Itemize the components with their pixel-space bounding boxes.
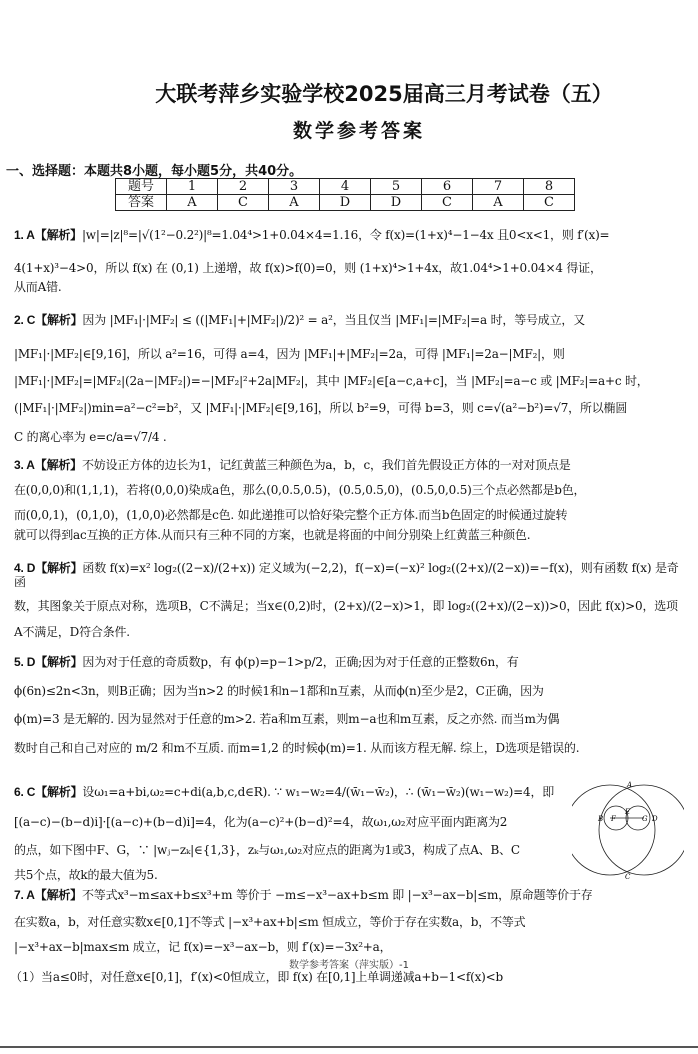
point-label-f: F [611, 815, 616, 823]
q2-text: (|MF₁|·|MF₂|)min=a²−c²=b²，又 |MF₁|·|MF₂|∈[9,16]，所以 b²=9，可得 b=3，则 c=√(a²−b²)=√7，所以椭圆 [14, 401, 628, 415]
q3-line [14, 458, 686, 472]
question-number: 5 [371, 179, 422, 195]
q3-text: 而(0,0,1)，(0,1,0)，(1,0,0)必然都是c色. 如此递推可以恰好染完整个正方体.而当b色固定的时候通过旋转 [14, 508, 568, 522]
table-row [116, 195, 575, 211]
q2-text: |MF₁|·|MF₂|=|MF₂|(2a−|MF₂|)=−|MF₂|²+2a|MF₂|，其中 |MF₂|∈[a−c,a+c]，当 |MF₂|=a−c 或 |MF₂|=a+c 时， [14, 374, 649, 388]
q7-text: 在实数a，b，对任意实数x∈[0,1]不等式 |−x³+ax+b|≤m 恒成立，等价于存在实数a，b，不等式 [14, 915, 526, 929]
point-label-c: C [625, 873, 631, 881]
point-label-g: G [642, 815, 648, 823]
q5-text: ϕ(m)=3 是无解的. 因为显然对于任意的m>2. 若a和m互素，则m−a也和m互素，反之亦然. 而当m为偶 [14, 712, 560, 726]
question-number: 8 [524, 179, 575, 195]
question-number: 6 [422, 179, 473, 195]
question-number: 2 [218, 179, 269, 195]
q5-text: ϕ(6n)≤2n<3n，则B正确；因为当n>2 的时候1和n−1都和n互素，从而ϕ(n)至少是2，C正确，因为 [14, 684, 544, 698]
q4-text: 数，其图象关于原点对称，选项B，C不满足；当x∈(0,2)时，(2+x)/(2−x)>1，即 log₂((2+x)/(2−x))>0，因此 f(x)>0，选项 [14, 599, 678, 613]
section-heading: 一、选择题：本题共8小题，每小题5分，共40分。 [6, 164, 303, 179]
q2-tag: 2. C【解析】 [14, 313, 83, 327]
table-header-cell: 答案 [116, 195, 167, 211]
q7-tag: 7. A【解析】 [14, 888, 82, 902]
answer-cell: A [473, 195, 524, 211]
answer-cell: C [422, 195, 473, 211]
q6-line [14, 785, 566, 799]
answer-cell: A [269, 195, 320, 211]
table-row [116, 179, 575, 195]
page-bottom-rule [0, 1046, 698, 1048]
answer-cell: C [218, 195, 269, 211]
q7-line [14, 888, 686, 902]
q5-line [14, 655, 686, 669]
q1-text: 从而A错. [14, 280, 62, 294]
q4-tag: 4. D【解析】 [14, 561, 83, 575]
question-number: 3 [269, 179, 320, 195]
q2-text: |MF₁|·|MF₂|∈[9,16]，所以 a²=16，可得 a=4，因为 |MF₁|+|MF₂|=2a，可得 |MF₁|=2a−|MF₂|，则 [14, 347, 565, 361]
q3-text: 不妨设正方体的边长为1，记红黄蓝三种颜色为a，b，c，我们首先假设正方体的一对对顶点是 [81, 458, 571, 472]
question-number: 4 [320, 179, 371, 195]
page-footer: 数学参考答案（萍实版）-1 [289, 960, 409, 971]
q3-text: 就可以得到ac互换的正方体.从而只有三种不同的方案，也就是将面的中间分别染上红黄蓝三种颜色. [14, 528, 531, 542]
point-label-b: B [598, 815, 604, 823]
document-subtitle: 数学参考答案 [292, 120, 425, 142]
q7-text: |−x³+ax−b|max≤m 成立，记 f(x)=−x³−ax−b，则 f′(x)=−3x²+a， [14, 940, 392, 954]
q5-text: 因为对于任意的奇质数p，有 ϕ(p)=p−1>p/2，正确;因为对于任意的正整数6n，有 [82, 655, 519, 669]
document-title: 大联考萍乡实验学校2025届高三月考试卷（五） [155, 82, 613, 106]
answer-cell: C [524, 195, 575, 211]
question-number: 1 [167, 179, 218, 195]
table-header-cell: 题号 [116, 179, 167, 195]
q1-text: 4(1+x)³−4>0，所以 f(x) 在 (0,1) 上递增，故 f(x)>f(0)=0，则 (1+x)⁴>1+4x，故1.04⁴>1+0.04×4 得证， [14, 261, 602, 275]
q5-text: 数时自己和自己对应的 m/2 和m不互质. 而m=1,2 的时候ϕ(m)=1. 从而该方程无解. 综上，D选项是错误的. [14, 741, 580, 755]
point-label-a: A [627, 781, 633, 789]
q2-text: C 的离心率为 e=c/a=√7/4 . [14, 430, 167, 444]
question-number: 7 [473, 179, 524, 195]
q1-line [14, 228, 686, 242]
point-label-d: D [652, 815, 658, 823]
q6-tag: 6. C【解析】 [14, 785, 83, 799]
q2-line [14, 313, 686, 327]
q6-text: 共5个点，故k的最大值为5. [14, 868, 158, 882]
q1-tag: 1. A【解析】 [14, 228, 82, 242]
answer-cell: D [320, 195, 371, 211]
q3-tag: 3. A【解析】 [14, 458, 82, 472]
answer-table [115, 178, 575, 211]
q4-text: 函数 f(x)=x² log₂((2−x)/(2+x)) 定义域为(−2,2)，f(−x)=(−x)² log₂((2+x)/(2−x))=−f(x)，则有函数 f(x) 是奇函 [14, 561, 679, 589]
q4-text: A不满足，D符合条件. [14, 625, 130, 639]
q3-text: 在(0,0,0)和(1,1,1)，若将(0,0,0)染成a色，那么(0,0.5,0.5)，(0.5,0.5,0)，(0.5,0,0.5)三个点必然都是b色， [14, 483, 586, 497]
q6-text: [(a−c)−(b−d)i]·[(a−c)+(b−d)i]=4，化为(a−c)²+(b−d)²=4，故ω₁,ω₂对应平面内距离为2 [14, 815, 508, 829]
q1-text: |w|=|z|⁸=|√(1²−0.2²)|⁸=1.04⁴>1+0.04×4=1.16，令 f(x)=(1+x)⁴−1−4x 且0<x<1，则 f′(x)= [81, 228, 610, 242]
answer-cell: A [167, 195, 218, 211]
q7-text: （1）当a≤0时，对任意x∈[0,1]，f′(x)<0恒成立，即 f(x) 在[0,1]上单调递减a+b−1<f(x)<b [10, 970, 503, 984]
answer-cell: D [371, 195, 422, 211]
q5-tag: 5. D【解析】 [14, 655, 83, 669]
q2-text: 因为 |MF₁|·|MF₂| ≤ ((|MF₁|+|MF₂|)/2)² = a²，当且仅当 |MF₁|=|MF₂|=a 时，等号成立，又 [82, 313, 586, 327]
point-label-e: E [625, 808, 631, 816]
q6-text: 的点，如下图中F、G，∵ |wⱼ−zₖ|∈{1,3}，zₖ与ω₁,ω₂对应点的距离为1或3，构成了点A、B、C [14, 843, 520, 857]
q7-text: 不等式x³−m≤ax+b≤x³+m 等价于 −m≤−x³−ax+b≤m 即 |−x³−ax−b|≤m，原命题等价于存 [81, 888, 593, 902]
q6-text: 设ω₁=a+bi,ω₂=c+di(a,b,c,d∈R). ∵ w₁−w₂=4/(w̄₁−w̄₂)，∴ (w̄₁−w̄₂)(w₁−w₂)=4，即 [82, 785, 555, 799]
q4-line [14, 561, 686, 589]
q6-circle-figure [572, 778, 684, 882]
